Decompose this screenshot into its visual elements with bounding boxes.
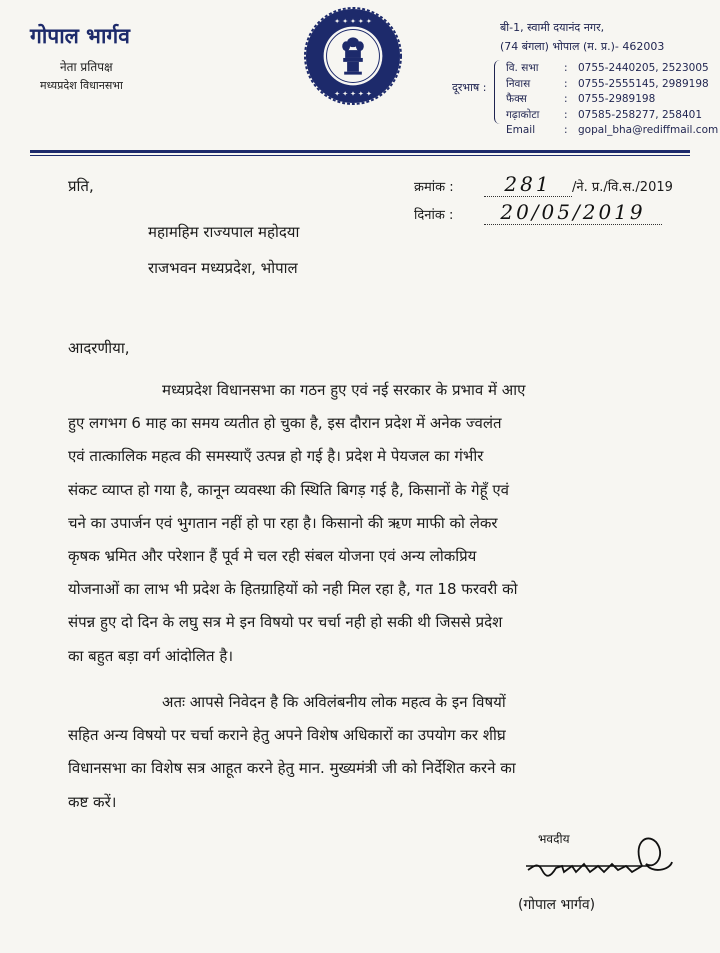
vidhan-sabha-seal-icon xyxy=(304,7,402,105)
letterhead-address xyxy=(500,18,664,56)
paragraph-line: कष्ट करें। xyxy=(68,792,117,811)
paragraph-line: अतः आपसे निवेदन है कि अविलंबनीय लोक महत्व के इन विषयों xyxy=(162,693,506,711)
paragraph-1 xyxy=(68,374,646,673)
paragraph-line: चने का उपार्जन एवं भुगतान नहीं हो पा रहा है। किसानो की ऋण माफी को लेकर xyxy=(68,513,498,532)
phone-heading: दूरभाष : xyxy=(452,81,487,94)
paragraph-line: विधानसभा का विशेष सत्र आहूत करने हेतु मान. मुख्यमंत्री जी को निर्देशित करने का xyxy=(68,759,516,778)
phone-row: निवास : 0755-2555145, 2989198 xyxy=(506,77,709,90)
phone-row: फैक्स : 0755-2989198 xyxy=(506,93,656,105)
recipient-line-1: महामहिम राज्यपाल महोदया xyxy=(148,223,300,241)
paragraph-line: हुए लगभग 6 माह का समय व्यतीत हो चुका है, इस दौरान प्रदेश में अनेक ज्वलंत xyxy=(68,414,502,433)
address-line-1: बी-1, स्वामी दयानंद नगर, xyxy=(500,21,605,34)
salutation-to: प्रति, xyxy=(68,177,94,195)
paragraph-line: संपन्न हुए दो दिन के लघु सत्र मे इन विषयो पर चर्चा नही हो सकी थी जिससे प्रदेश xyxy=(68,613,503,632)
paragraph-line: का बहुत बड़ा वर्ग आंदोलित है। xyxy=(68,646,234,665)
recipient-line-2: राजभवन मध्यप्रदेश, भोपाल xyxy=(148,259,298,277)
letterhead-post: नेता प्रतिपक्ष xyxy=(60,60,113,74)
address-line-2: (74 बंगला) भोपाल (म. प्र.)- 462003 xyxy=(500,40,665,53)
email-row: Email : gopal_bha@rediffmail.com xyxy=(506,124,719,136)
greeting: आदरणीया, xyxy=(68,339,130,357)
paragraph-line: कृषक भ्रमित और परेशान हैं पूर्व मे चल रही संबल योजना एवं अन्य लोकप्रिय xyxy=(68,547,477,566)
phone-row: वि. सभा : 0755-2440205, 2523005 xyxy=(506,62,709,74)
signature-icon xyxy=(520,826,680,892)
paragraph-line: सहित अन्य विषयो पर चर्चा कराने हेतु अपने विशेष अधिकारों का उपयोग कर शीघ्र xyxy=(68,726,506,745)
paragraph-line: एवं तात्कालिक महत्व की समस्याएँ उत्पन्न हो गई है। प्रदेश मे पेयजल का गंभीर xyxy=(68,447,484,466)
paragraph-line: संकट व्याप्त हो गया है, कानून व्यवस्था की स्थिति बिगड़ गई है, किसानों के गेहूँ एवं xyxy=(68,480,509,499)
reference-number xyxy=(414,172,673,197)
svg-text:✦ ✦ ✦ ✦ ✦: ✦ ✦ ✦ ✦ ✦ xyxy=(334,17,372,26)
reference-number-suffix: /ने. प्र./वि.स./2019 xyxy=(572,180,673,195)
svg-text:✦ ✦ ✦ ✦ ✦: ✦ ✦ ✦ ✦ ✦ xyxy=(334,90,372,99)
reference-date xyxy=(414,200,662,225)
letterhead-rule xyxy=(30,150,690,153)
paragraph-line: मध्यप्रदेश विधानसभा का गठन हुए एवं नई सरकार के प्रभाव में आए xyxy=(162,381,526,399)
reference-date-label: दिनांक : xyxy=(414,208,454,223)
phone-brace xyxy=(494,60,503,124)
phone-row: गढ़ाकोटा : 07585-258277, 258401 xyxy=(506,108,703,121)
letterhead-house: मध्यप्रदेश विधानसभा xyxy=(40,79,123,92)
signature-name: (गोपाल भार्गव) xyxy=(518,897,596,913)
reference-number-label: क्रमांक : xyxy=(414,180,454,195)
reference-number-value: 281 xyxy=(504,172,552,196)
reference-date-value: 20/05/2019 xyxy=(500,200,646,224)
phone-list xyxy=(506,61,718,139)
paragraph-line: योजनाओं का लाभ भी प्रदेश के हितग्राहियों को नही मिल रहा है, गत 18 फरवरी को xyxy=(68,580,518,599)
letterhead-name: गोपाल भार्गव xyxy=(30,24,130,48)
closing: भवदीय xyxy=(538,832,570,846)
letterhead-rule-thin xyxy=(30,155,690,156)
paragraph-2 xyxy=(68,686,646,819)
